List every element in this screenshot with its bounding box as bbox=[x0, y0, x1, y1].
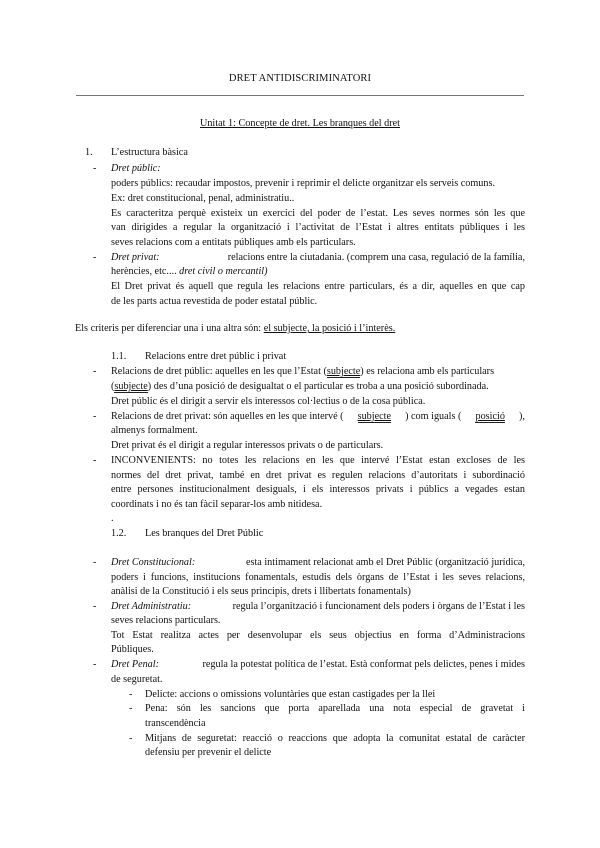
section-number: 1.1. bbox=[111, 351, 127, 362]
section-title: Les branques del Dret Públic bbox=[145, 528, 264, 539]
section-title: Relacions entre dret públic i privat bbox=[145, 351, 287, 362]
unit-title: Unitat 1: Concepte de dret. Les branques del dret bbox=[199, 118, 400, 129]
text-fragment: ) com iguals ( bbox=[405, 411, 462, 422]
text-fragment: Relacions de dret privat: són aquelles en les que intervé ( bbox=[111, 411, 344, 422]
text-line: de seguretat. bbox=[111, 674, 163, 685]
criteria-underlined: el subjecte, la posició i l’interès. bbox=[263, 323, 396, 334]
paragraph-line bbox=[111, 266, 268, 277]
dret-administratiu-label: Dret Administratiu: bbox=[111, 601, 192, 612]
paragraph-line bbox=[111, 601, 525, 612]
highlight-subjecte: subjecte bbox=[326, 366, 361, 377]
dret-penal-label: Dret Penal: bbox=[111, 659, 159, 670]
section-number: 1. bbox=[85, 147, 93, 158]
bullet-dash: - bbox=[93, 557, 97, 568]
text-line: transcendència bbox=[145, 718, 206, 729]
text-line: poders i funcions, institucions fonamentals, estudis dels òrgans de l’Estat i les seves relacions, bbox=[111, 572, 525, 583]
highlight-posicio: posició bbox=[475, 411, 505, 422]
text-fragment: herències, etc.... bbox=[111, 266, 180, 277]
highlight-subjecte: subjecte bbox=[114, 381, 148, 392]
text-fragment: Els criteris per diferenciar una i una altra són: bbox=[75, 323, 264, 334]
bullet-dash: - bbox=[93, 601, 97, 612]
text-line: Mitjans de seguretat: reacció o reaccions que adopta la comunitat estatal de caràcter bbox=[145, 733, 525, 744]
text-line: entre persones institucionalment desiguals, i els interessos privats i públics a vegades estan bbox=[111, 484, 525, 495]
bullet-dash: - bbox=[93, 455, 97, 466]
text-line: INCONVENIENTS: no totes les relacions en les que intervé l’Estat estan excloses de les bbox=[111, 455, 525, 466]
sub-bullet-dash: - bbox=[129, 733, 133, 744]
text-fragment: regula la potestat política de l’estat. Està conformat pels delictes, penes i mides bbox=[202, 659, 525, 670]
section-title: L’estructura bàsica bbox=[111, 147, 188, 158]
text-line: poders públics: recaudar impostos, prevenir i reprimir el delicte organitzar els serveis comuns. bbox=[111, 178, 495, 189]
text-fragment: relacions entre la ciutadania. (comprem una casa, regulació de la família, bbox=[227, 252, 525, 263]
document-title: DRET ANTIDISCRIMINATORI bbox=[228, 73, 372, 84]
text-fragment: dret civil o mercantil) bbox=[179, 266, 268, 277]
paragraph-line bbox=[75, 323, 395, 334]
text-line: Ex: dret constitucional, penal, administratiu.. bbox=[111, 193, 295, 204]
text-line: defensiu per prevenir el delicte bbox=[145, 747, 272, 758]
bullet-dash: - bbox=[93, 252, 97, 263]
stray-dot: . bbox=[111, 513, 114, 524]
text-fragment: Relacions de dret públic: aquelles en les que l’Estat ( bbox=[111, 366, 327, 377]
text-line: seves relacions particulars. bbox=[111, 615, 221, 626]
text-fragment: esta intimament relacionat amb el Dret Públic (organització jurídica, bbox=[245, 557, 525, 568]
text-line: Delicte: accions o omissions voluntàries que estan castigades per la llei bbox=[145, 689, 436, 700]
bullet-dash: - bbox=[93, 411, 97, 422]
paragraph-line bbox=[111, 381, 489, 392]
paragraph-line bbox=[111, 557, 525, 568]
text-line: Es caracteritza perquè existeix un exercici del poder de l’estat. Les seves normes són les que bbox=[111, 208, 525, 219]
text-line: de les parts actua revestida de poder estatal públic. bbox=[111, 296, 318, 307]
text-line: almenys formalment. bbox=[111, 425, 198, 436]
dret-privat-label: Dret privat: bbox=[111, 252, 160, 263]
paragraph-line bbox=[111, 659, 525, 670]
text-fragment: ), bbox=[519, 411, 525, 422]
text-line: Tot Estat realitza actes per desenvolupar els seus objectius en forma d’Administracions bbox=[111, 630, 525, 641]
text-fragment: ) des d’una posició de desigualtat o el particular es troba a una posició subordinada. bbox=[147, 381, 489, 392]
section-number: 1.2. bbox=[111, 528, 127, 539]
text-line: Pena: són les sancions que porta aparellada una nota especial de gravetat i bbox=[145, 703, 525, 714]
text-line: normes del dret privat, també en dret privat es regulen relacions d’autoritats i subordinació bbox=[111, 470, 525, 481]
paragraph-line bbox=[111, 252, 525, 263]
title-rule bbox=[76, 95, 524, 96]
text-line: coordinats i no és tan fàcil separar-los amb nitidesa. bbox=[111, 499, 323, 510]
text-fragment: ) es relaciona amb els particulars bbox=[360, 366, 495, 377]
dret-constitucional-label: Dret Constitucional: bbox=[111, 557, 196, 568]
bullet-dash: - bbox=[93, 366, 97, 377]
bullet-dash: - bbox=[93, 659, 97, 670]
sub-bullet-dash: - bbox=[129, 703, 133, 714]
bullet-dash: - bbox=[93, 163, 97, 174]
text-line: Públiques. bbox=[111, 644, 154, 655]
text-line: El Dret privat és aquell que regula les relacions entre particulars, és a dir, aquelles en que cap bbox=[111, 281, 525, 292]
text-fragment: regula l’organització i funcionament dels poders i òrgans de l’Estat i les bbox=[232, 601, 525, 612]
text-line: anàlisi de la Constitució i els seus principis, drets i llibertats fonamentals) bbox=[111, 586, 411, 597]
text-fragment bbox=[111, 366, 494, 377]
text-line: Dret privat és el dirigit a regular interessos privats o de particulars. bbox=[111, 440, 384, 451]
text-line: van dirigides a regular la organització i l’activitat de l’Estat i altres entitats públiques i les bbox=[111, 222, 525, 233]
text-line: seves relacions com a entitats públiques amb els particulars. bbox=[111, 237, 356, 248]
text-fragment: ( bbox=[111, 381, 115, 392]
paragraph-line bbox=[111, 411, 525, 423]
highlight-subjecte: subjecte bbox=[357, 411, 392, 422]
paragraph-line bbox=[111, 366, 525, 377]
sub-bullet-dash: - bbox=[129, 689, 133, 700]
text-line: Dret públic és el dirigit a servir els interessos col·lectius o de la cosa pública. bbox=[111, 396, 426, 407]
dret-public-label: Dret públic: bbox=[111, 163, 161, 174]
